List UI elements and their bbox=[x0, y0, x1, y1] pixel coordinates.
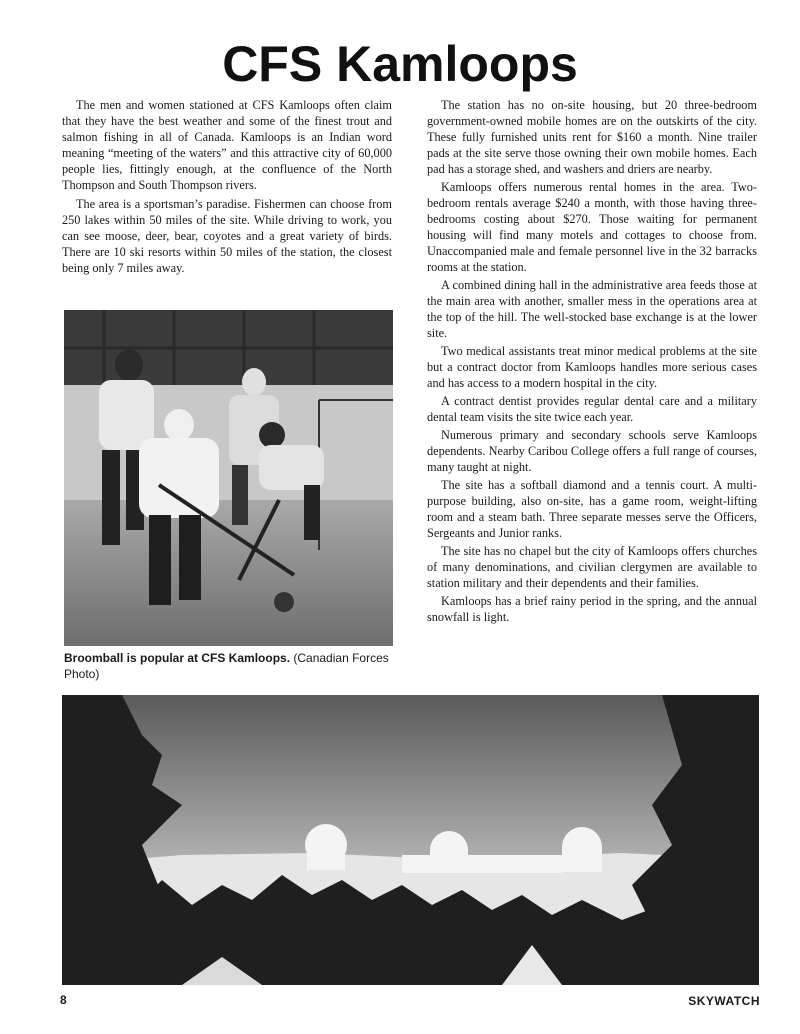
radar-site-photo bbox=[62, 695, 759, 985]
publication-name: SKYWATCH bbox=[688, 994, 760, 1008]
article-paragraph: Numerous primary and secondary schools serve Kamloops dependents. Nearby Caribou College offers a full range of courses, many taught at night. bbox=[427, 428, 757, 474]
page-number: 8 bbox=[60, 993, 67, 1007]
broomball-photo bbox=[64, 310, 393, 646]
article-paragraph: Kamloops has a brief rainy period in the spring, and the annual snowfall is light. bbox=[427, 594, 757, 624]
article-paragraph: A combined dining hall in the administrative area feeds those at the main area with another, smaller mess in the operations area at the top of the hill. The well-stocked base exchange is at the lower site. bbox=[427, 278, 757, 340]
article-paragraph: The site has a softball diamond and a tennis court. A multi-purpose building, also on-site, has a game room, weight-lifting room and a steam bath. Three separate messes serve the Officers, Sergeants and Junior ranks. bbox=[427, 478, 757, 540]
photo-caption bbox=[64, 650, 404, 682]
article-paragraph: The men and women stationed at CFS Kamloops often claim that they have the best weather and some of the finest trout and salmon fishing in all of Canada. Kamloops is an Indian word meaning “meeting of the waters” and this attractive city of 60,000 people lies, fittingly enough, at the confluence of the North Thompson and South Thompson rivers. bbox=[62, 98, 392, 192]
left-column bbox=[62, 97, 392, 279]
right-column bbox=[427, 97, 757, 627]
page-title: CFS Kamloops bbox=[222, 36, 578, 92]
caption-credit: (Canadian Forces Photo) bbox=[64, 651, 389, 681]
article-paragraph: The site has no chapel but the city of Kamloops offers churches of many denominations, and civilian clergymen are available to station military and their dependents and their families. bbox=[427, 544, 757, 590]
article-paragraph: Kamloops offers numerous rental homes in the area. Two-bedroom rentals average $240 a month, with those having three-bedrooms costing about $270. Those waiting for permanent housing will find many motels and cottages to choose from. Unaccompanied male and female personnel live in the 32 barracks rooms at the station. bbox=[427, 180, 757, 274]
article-paragraph: Two medical assistants treat minor medical problems at the site but a contract doctor from Kamloops handles more serious cases and has access to a modern hospital in the city. bbox=[427, 344, 757, 390]
article-paragraph: The station has no on-site housing, but 20 three-bedroom government-owned mobile homes are on the outskirts of the city. These fully furnished units rent for $160 a month. Nine trailer pads at the site serve those owning their own mobile homes. Each pad has a storage shed, and washers and driers are nearby. bbox=[427, 98, 757, 176]
article-paragraph: A contract dentist provides regular dental care and a military dental team visits the site twice each year. bbox=[427, 394, 757, 424]
article-paragraph: The area is a sportsman’s paradise. Fishermen can choose from 250 lakes within 50 miles of the site. While driving to work, you can see moose, deer, bear, coyotes and a great variety of birds. There are 10 ski resorts within 50 miles of the station, the closest being only 7 miles away. bbox=[62, 197, 392, 275]
caption-bold: Broomball is popular at CFS Kamloops. bbox=[64, 651, 291, 665]
